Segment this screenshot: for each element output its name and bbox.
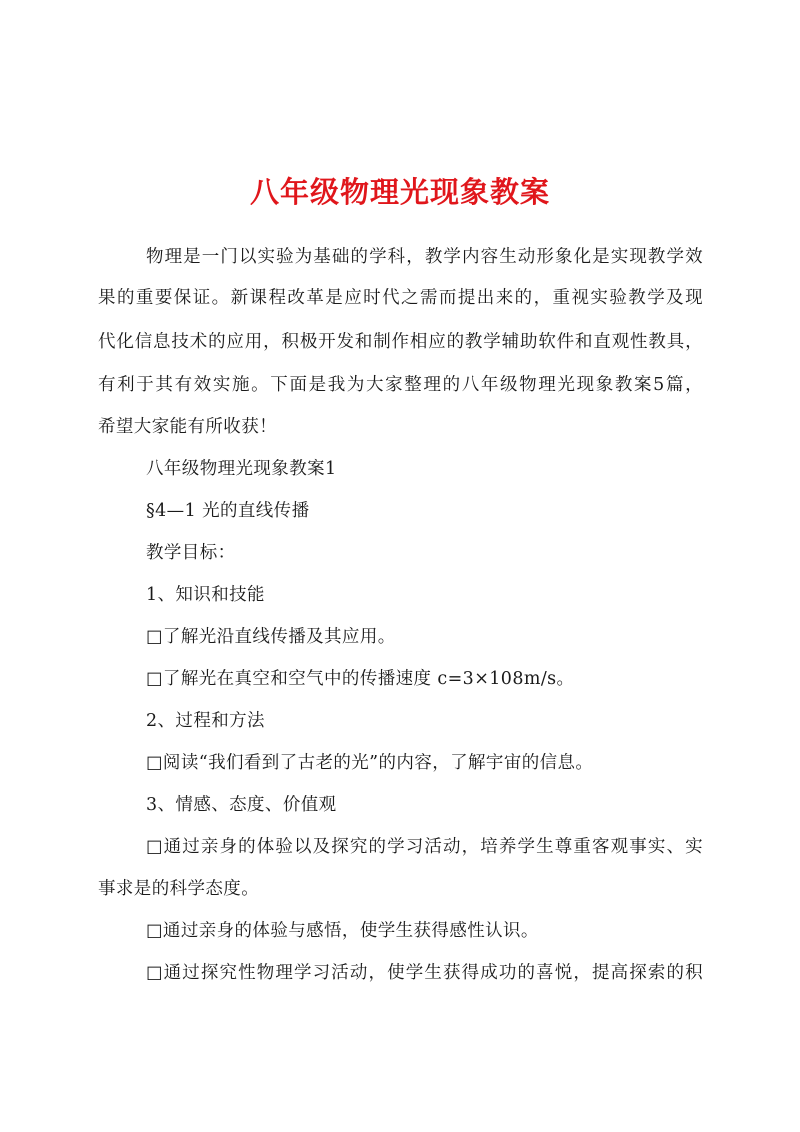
intro-line-2: 果的重要保证。新课程改革是应时代之需而提出来的，重视实验教学及现 (98, 288, 703, 308)
document-title: 八年级物理光现象教案 (249, 175, 550, 209)
intro-line-1: 物理是一门以实验为基础的学科，教学内容生动形象化是实现教学效 (146, 247, 703, 267)
objectives-heading: 教学目标： (146, 543, 236, 563)
intro-line-4: 有利于其有效实施。下面是我为大家整理的八年级物理光现象教案5篇， (98, 375, 703, 395)
objective-3-item-1-line-2: 事求是的科学态度。 (98, 879, 260, 899)
intro-line-3: 代化信息技术的应用，积极开发和制作相应的教学辅助软件和直观性教具， (98, 332, 703, 352)
objective-2-item-1: □阅读“我们看到了古老的光”的内容，了解宇宙的信息。 (146, 753, 594, 773)
objective-1-item-2: □了解光在真空和空气中的传播速度 c=3×108m/s。 (146, 669, 575, 689)
objective-3-item-1-line-1: □通过亲身的体验以及探究的学习活动，培养学生尊重客观事实、实 (146, 837, 703, 857)
section-title: 八年级物理光现象教案1 (146, 459, 337, 479)
objective-1-item-1: □了解光沿直线传播及其应用。 (146, 627, 396, 647)
objective-3-item-2: □通过亲身的体验与感悟，使学生获得感性认识。 (146, 921, 539, 941)
lesson-title: §4—1 光的直线传播 (146, 501, 310, 521)
intro-line-5: 希望大家能有所收获！ (98, 417, 277, 437)
objective-3-heading: 3、情感、态度、价值观 (146, 795, 337, 815)
objective-3-item-3: □通过探究性物理学习活动，使学生获得成功的喜悦，提高探索的积 (146, 963, 703, 983)
objective-1-heading: 1、知识和技能 (146, 585, 265, 605)
objective-2-heading: 2、过程和方法 (146, 711, 265, 731)
